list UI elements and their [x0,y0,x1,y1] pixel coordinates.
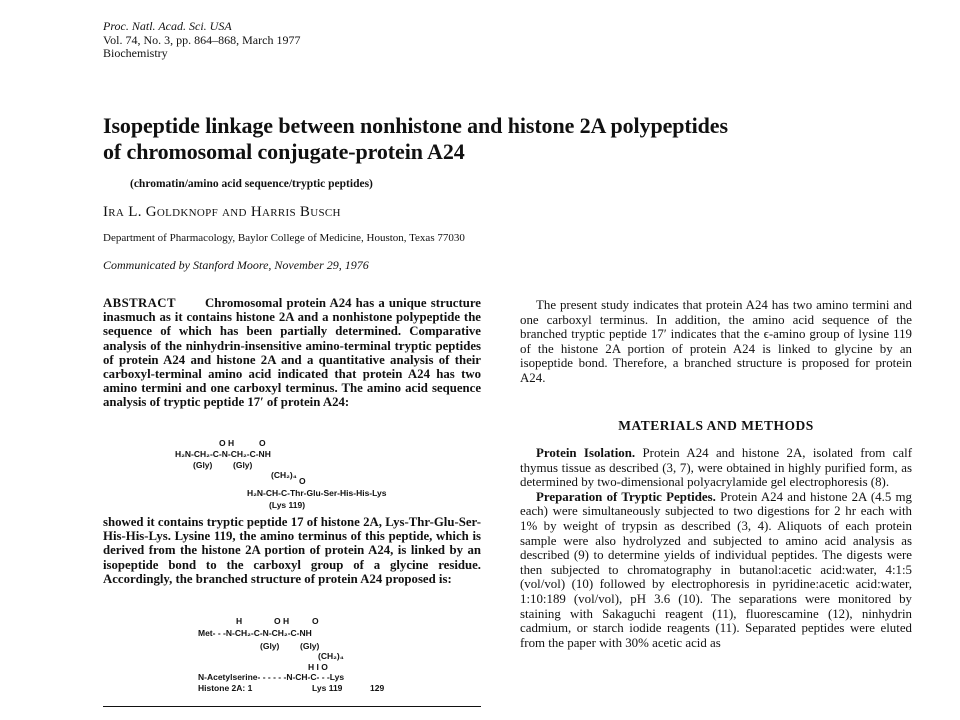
struct1-o: O [259,438,266,448]
struct2-hio: H I O [308,662,328,672]
communicated-by: Communicated by Stanford Moore, November 29, 1976 [103,258,369,272]
tryptic-peptide-structure [175,440,435,515]
struct2-129: 129 [370,683,385,693]
intro-paragraph [520,298,912,386]
struct1-lys119: (Lys 119) [269,500,306,510]
struct2-ch2: (CH₂)₄ [318,651,344,661]
title-line-2: of chromosomal conjugate-protein A24 [103,139,465,164]
tryptic-prep-text: Protein A24 and histone 2A (4.5 mg each) were simultaneously subjected to two digestions for 2 hr each with 1% by weight of trypsin as described (3, 4). Aliquots of each protein sample were also hydrolyzed and subjected to amino acid analysis as described (9) to determine yields of individual peptides. The digests were then subjected to chromatography in butanol:acetic acid:water, 4:1:5 (vol/vol) (10) followed by electrophoresis in pyridine:acetic acid:water, 1:10:189 (vol/vol), pH 3.6 (10). The separations were monitored by staining with Sakaguchi reagent (11), fluorescamine (12), ninhydrin cadmium, or starch iodide reagents (11). Separated peptides were eluted from the paper with 30% acetic acid as [520,489,912,650]
protein-isolation-text: Protein A24 and histone 2A, isolated from calf thymus tissue as described (3, 7), were obtained in highly purified form, as determined by two-dimensional polyacrylamide gel electrophoresis (8). [520,446,912,490]
struct1-lys-chain: H₂N-CH-C-Thr-Glu-Ser-His-His-Lys [247,488,387,498]
abstract-text-1: Chromosomal protein A24 has a unique structure inasmuch as it contains histone 2A and a nonhistone polypeptide the sequence of which has been partially determined. Comparative analysis of the ninhydrin-insensitive amino-terminal tryptic peptides of protein A24 and histone 2A and a quantitative analysis of their carboxyl-terminal amino acid indicated that protein A24 has two amino termini and one carboxyl terminus. The amino acid sequence analysis of tryptic peptide 17′ of protein A24: [103,296,481,410]
abstract-block-2 [103,515,481,586]
section-heading: MATERIALS AND METHODS [618,418,814,433]
struct2-acetylserine: N-Acetylserine- - - - - -N-CH-C- - -Lys [198,672,345,682]
keywords: (chromatin/amino acid sequence/tryptic peptides) [130,178,373,190]
struct2-h: H [236,616,243,626]
struct2-lys119: Lys 119 [312,683,343,693]
divider-rule [103,706,481,707]
struct1-oh: O H [219,438,235,448]
methods-block [520,446,912,650]
tryptic-prep-label: Preparation of Tryptic Peptides. [536,489,716,504]
struct2-gly-1: (Gly) [260,641,280,651]
struct2-oh: O H [274,616,290,626]
struct1-gly-1: (Gly) [193,460,213,470]
journal-section: Biochemistry [103,46,168,60]
journal-volume: Vol. 74, No. 3, pp. 864–868, March 1977 [103,32,301,47]
struct1-o2: O [299,476,306,486]
tryptic-prep-paragraph [520,490,912,651]
affiliation: Department of Pharmacology, Baylor College of Medicine, Houston, Texas 77030 [103,232,465,244]
author-names: Ira L. Goldknopf and Harris Busch [103,204,341,220]
struct1-ch2: (CH₂)₄ [271,470,297,480]
abstract-text-2: showed it contains tryptic peptide 17 of histone 2A, Lys-Thr-Glu-Ser-His-His-Lys. Lysine 119, the amino terminus of this peptide, which is derived from the histone 2A portion of protein A24, is linked by an isopeptide bond to the carboxyl group of a glycine residue. Accordingly, the branched structure of protein A24 proposed is: [103,515,481,586]
branched-structure [198,616,418,696]
struct1-chain: H₂N-CH₂-C-N-CH₂-C-NH [175,449,271,459]
protein-isolation-label: Protein Isolation. [536,446,636,460]
authors [103,204,341,221]
title-line-1: Isopeptide linkage between nonhistone and histone 2A polypeptides [103,113,728,138]
struct1-gly-2: (Gly) [233,460,253,470]
struct2-met-chain: Met- - -N-CH₂-C-N-CH₂-C-NH [198,628,312,638]
journal-name: Proc. Natl. Acad. Sci. USA [103,19,232,33]
protein-isolation-paragraph [520,446,912,490]
intro-text: The present study indicates that protein A24 has two amino termini and one carboxyl terminus. In addition, the amino acid sequence of the branched tryptic peptide 17′ indicates that the ϵ-amino group of lysine 119 of the histone 2A portion of protein A24 is linked to glycine by an isopeptide bond. Therefore, a branched structure is proposed for protein A24. [520,298,912,385]
struct2-histone: Histone 2A: 1 [198,683,253,693]
struct2-gly-2: (Gly) [300,641,320,651]
struct2-o: O [312,616,319,626]
abstract-block [103,296,481,410]
journal-header [103,20,300,61]
abstract-label: ABSTRACT [103,296,176,310]
paper-title [103,113,903,165]
